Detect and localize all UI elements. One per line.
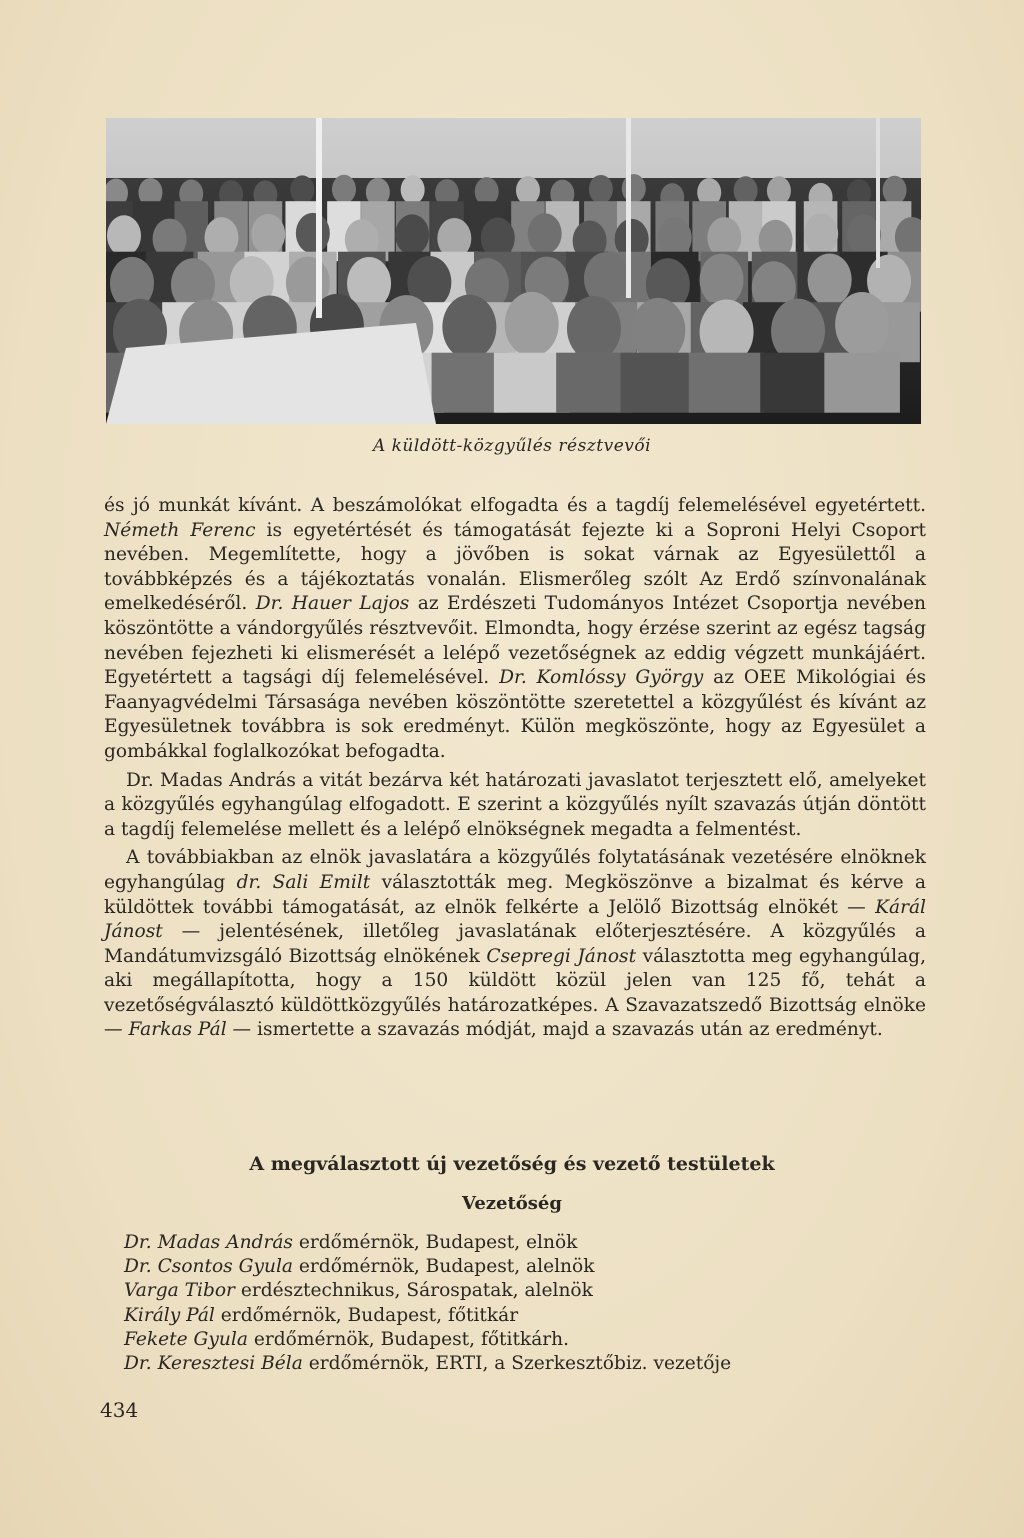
officer-name: Dr. Keresztesi Béla bbox=[124, 1353, 303, 1375]
officer-row bbox=[124, 1255, 924, 1279]
officer-name: Dr. Madas András bbox=[124, 1232, 293, 1253]
officer-description: erdőmérnök, Budapest, alelnök bbox=[293, 1256, 595, 1278]
photo-caption: A küldött-közgyűlés résztvevői bbox=[372, 436, 652, 456]
italic-name: dr. Sali Emilt bbox=[236, 871, 371, 893]
officer-description: erdőmérnök, ERTI, a Szerkesztőbiz. vezetője bbox=[302, 1353, 732, 1375]
officer-row bbox=[124, 1279, 924, 1303]
officer-row bbox=[124, 1352, 924, 1376]
assembly-photo bbox=[106, 118, 921, 424]
officer-name: Varga Tibor bbox=[124, 1280, 235, 1302]
italic-name: Farkas Pál bbox=[128, 1019, 227, 1041]
text-run: — jelentésének, illetőleg javaslatának előterjesztésére. A közgyűlés a Mandátumvizsgáló Bizottság elnökének bbox=[104, 921, 926, 967]
officer-row bbox=[124, 1304, 924, 1328]
officer-name: Király Pál bbox=[124, 1304, 215, 1326]
article-body bbox=[104, 494, 926, 1043]
text-run: és jó munkát kívánt. A beszámolókat elfogadta és a tagdíj felemelésével egyetértett. bbox=[104, 495, 926, 516]
photo-image bbox=[106, 118, 921, 424]
text-run: választották meg. Megköszönve a bizalmat és kérve a küldöttek további támogatását, az elnök felkérte a Jelölő Bizottság elnökét — bbox=[104, 871, 927, 918]
paragraph bbox=[104, 846, 926, 1043]
officer-description: erdőmérnök, Budapest, főtitkár bbox=[214, 1304, 519, 1326]
officer-list bbox=[124, 1231, 924, 1376]
text-run: A továbbiakban az elnök javaslatára a közgyűlés folytatásának vezetésére elnöknek egyhangúlag bbox=[104, 847, 926, 893]
officer-row bbox=[124, 1231, 924, 1255]
italic-name: Dr. Hauer Lajos bbox=[255, 593, 410, 615]
paragraph bbox=[104, 494, 926, 765]
text-run: is egyetértését és támogatását fejezte ki a Soproni Helyi Csoport nevében. Megemlítette, hogy a jövőben is sokat várnak az Egyesülettől a továbbképzés és a tájékoztatás vonalán. Elismerőleg szólt Az Erdő színvonalának emelkedéséről. bbox=[104, 519, 926, 615]
italic-name: Kárál Jánost bbox=[104, 896, 926, 943]
officer-description: erdőmérnök, Budapest, főtitkárh. bbox=[247, 1328, 570, 1350]
italic-name: Németh Ferenc bbox=[104, 519, 256, 541]
text-run: Dr. Madas András a vitát bezárva két határozati javaslatot terjesztett elő, amelyeket a közgyűlés egyhangúlag elfogadott. E szerint a közgyűlés nyílt szavazás útján döntött a tagdíj felemelése mellett és a lelépő elnökségnek megadta a felmentést. bbox=[104, 769, 926, 840]
officer-description: erdőmérnök, Budapest, elnök bbox=[292, 1232, 578, 1253]
officer-name: Fekete Gyula bbox=[124, 1328, 248, 1350]
italic-name: Csepregi Jánost bbox=[486, 945, 637, 967]
text-run: — ismertette a szavazás módját, majd a szavazás után az eredményt. bbox=[226, 1019, 883, 1041]
italic-name: Dr. Komlóssy György bbox=[499, 667, 704, 689]
text-run: az OEE Mikológiai és Faanyagvédelmi Társasága nevében köszöntötte szeretettel a közgyűlést és kívánt az Egyesületnek továbbra is sok eredményt. Külön megköszönte, hogy az Egyesület a gombákkal foglalkozókat befogadta. bbox=[104, 667, 926, 762]
officer-name: Dr. Csontos Gyula bbox=[124, 1256, 293, 1278]
officer-row bbox=[124, 1328, 924, 1352]
sub-title: Vezetőség bbox=[462, 1193, 562, 1214]
text-run: az Erdészeti Tudományos Intézet Csoportja nevében köszöntötte a vándorgyűlés résztvevőit. Elmondta, hogy érzése szerint az egész tagság nevében fejezheti ki elismerését a lelépő vezetőségnek az eddig végzett munkájáért. Egyetértett a tagsági díj felemelésével. bbox=[104, 593, 926, 689]
page-number: 434 bbox=[100, 1398, 139, 1422]
paragraph bbox=[104, 769, 926, 843]
text-run: választotta meg egyhangúlag, aki megállapította, hogy a 150 küldött közül jelen van 125 fő, tehát a vezetőségválasztó küldöttközgyűlés határozatképes. A Szavazatszedő Bizottság elnöke — bbox=[104, 945, 926, 1041]
officer-description: erdésztechnikus, Sárospatak, alelnök bbox=[234, 1280, 593, 1302]
section-title: A megválasztott új vezetőség és vezető testületek bbox=[249, 1153, 775, 1175]
